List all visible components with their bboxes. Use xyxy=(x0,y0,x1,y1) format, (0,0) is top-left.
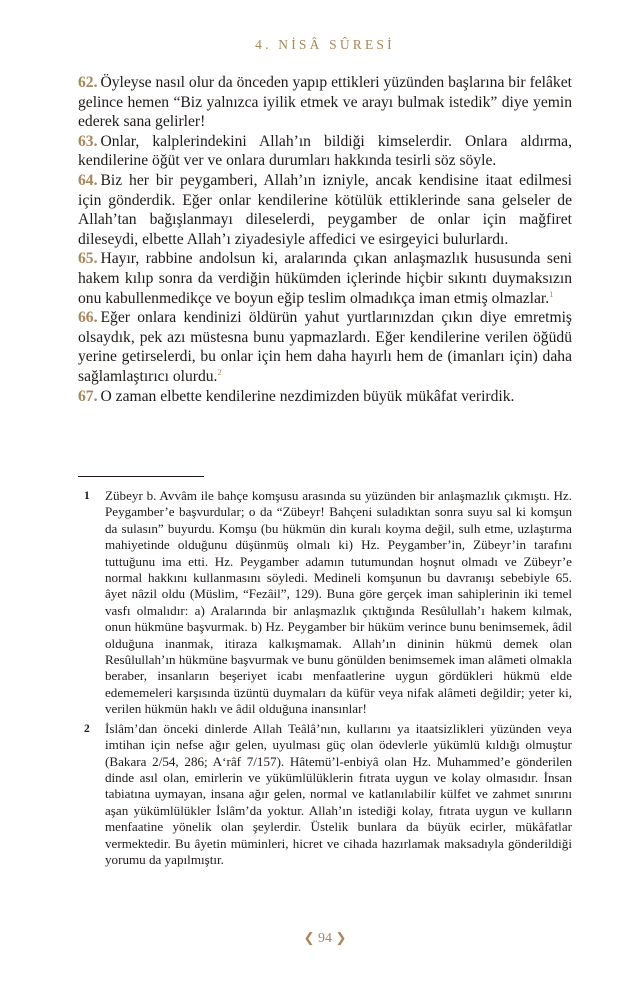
verse-65 xyxy=(78,249,572,308)
verse-text: Öyleyse nasıl olur da önceden yapıp ettikleri yüzünden başlarına bir felâket gelince hemen “Biz yalnızca iyilik etmek ve arayı bulmak istedik” diye yemin ederek sana gelirler! xyxy=(78,74,572,131)
verse-text: Biz her bir peygamberi, Allah’ın izniyle, ancak kendisine itaat edilmesi için gönderdik. Eğer onlar kendilerine kötülük ettiklerinde sana gelseler de Allah’tan bağışlanmayı dileselerdi, peygamber de onlar için mağfiret dileseydi, elbette Allah’ı ziyadesiyle affedici ve esirgeyici bulurlardı. xyxy=(78,171,572,248)
verse-64 xyxy=(78,171,572,249)
page-number-value: 94 xyxy=(318,931,332,946)
footnote-list xyxy=(78,488,572,871)
footnote-number: 1 xyxy=(84,490,90,502)
footnote-text: İslâm’dan önceki dinlerde Allah Teâlâ’nın, kullarını ya itaatsizlikleri yüzünden veya imtihan için nefse ağır gelen, uyulması güç olan ödevlerle yükümlü kıldığı olmuştur (Bakara 2/54, 286; A‘râf 7/157). Hâtemü’l-enbiyâ olan Hz. Muhammed’e gönderilen dinde asıl olan, emirlerin ve yükümlülüklerin fıtrata uygun ve kolay olmasıdır. İnsan tabiatına uymayan, insana ağır gelen, normal ve katlanılabilir külfet ve zahmet sınırını aşan yükümlülükler İslâm’da yoktur. Allah’ın istediği kolay, fıtrata uygun ve kulların menfaatine yönelik olan şeylerdir. Üstelik bunlara da büyük ecirler, mükâfatlar vermektedir. Bu âyetin müminleri, hicret ve cihada hazırlamak maksadıyla gönderildiği yorumu da yapılmıştır. xyxy=(105,720,572,867)
ornament-left-icon: ❮ xyxy=(303,930,315,945)
verse-list xyxy=(78,73,572,406)
ornament-right-icon: ❯ xyxy=(335,930,347,945)
footnote-number: 2 xyxy=(84,722,90,735)
footnote-ref[interactable]: 1 xyxy=(549,288,554,299)
footnote-ref[interactable]: 2 xyxy=(217,366,222,377)
verse-67 xyxy=(78,387,572,407)
verse-number: 62. xyxy=(78,74,98,91)
verse-number: 67. xyxy=(78,387,98,405)
verse-number: 64. xyxy=(78,171,98,189)
verse-63 xyxy=(78,132,572,171)
verse-number: 66. xyxy=(78,309,98,327)
page-number xyxy=(78,930,572,947)
verse-text: Hayır, rabbine andolsun ki, aralarında çıkan anlaşmazlık hususunda seni hakem kılıp sonra da verdiğin hükümden içlerinde hiçbir sıkıntı duymaksızın onu kabullenmedikçe ve boyun eğip teslim olmadıkça iman etmiş olmazlar. xyxy=(78,250,572,307)
footnote-1 xyxy=(78,488,572,718)
verse-number: 63. xyxy=(78,132,98,150)
verse-text: O zaman elbette kendilerine nezdimizden büyük mükâfat verirdik. xyxy=(100,387,515,405)
footnote-text: Zübeyr b. Avvâm ile bahçe komşusu arasında su yüzünden bir anlaşmazlık çıkmıştı. Hz. Peygamber’e başvurdular; o da “Zübeyr! Bahçeni suladıktan sonra suyu sal ki komşun da sulasın” buyurdu. Komşu (bu hükmün din kuralı koyma değil, sulh etme, uzlaştırma mahiyetinde olduğunu düşünmüş olmalı ki) Hz. Peygamber’in, Zübeyr’in tarafını tuttuğunu ima etti. Hz. Peygamber adamın tutumundan hoşnut olmadı ve Zübeyr’e normal hakkını kullanmasını söyledi. Medineli komşunun bu davranışı sebebiyle 65. âyet nâzil oldu (Müslim, “Fezâil”, 129). Buna göre gerçek iman sahiplerinin iki temel vasfı olmalıdır: a) Aralarında bir anlaşmazlık çıktığında Resûlullah’ı hakem kılmak, onun hükmüne başvurmak. b) Hz. Peygamber bir hüküm verince bunu benimsemek, âdil olduğuna inanmak, itiraza kalkışmamak. Allah’ın dininin hükmü demek olan Resûlullah’ın hükmüne başvurmak ve bunu gönülden benimsemek iman alâmeti olmakla beraber, insanların beşeriyet icabı menfaatlerine uygun gördükleri hükmü elde edememeleri karşısında üzüntü duymaları da küfür veya nifak alâmeti değildir; yeter ki, verilen hükmün haklı ve âdil olduğuna inansınlar! xyxy=(105,488,572,717)
verse-66 xyxy=(78,308,572,386)
footnote-divider xyxy=(78,476,204,477)
verse-62 xyxy=(78,73,572,132)
verse-text: Eğer onlara kendinizi öldürün yahut yurtlarınızdan çıkın diye emretmiş olsaydık, pek azı müstesna bunu yapmazlardı. Eğer kendilerine verilen öğüdü yerine getirselerdi, bu onlar için hem daha hayırlı hem de (imanları için) daha sağlamlaştırıcı olurdu. xyxy=(78,309,572,385)
verse-number: 65. xyxy=(78,250,98,268)
running-header: 4. NİSÂ SÛRESİ xyxy=(255,37,395,52)
footnote-2 xyxy=(78,721,572,869)
verse-text: Onlar, kalplerindekini Allah’ın bildiği kimselerdir. Onlara aldırma, kendilerine öğüt ver ve onlara durumları hakkında tesirli söz söyle. xyxy=(78,132,572,170)
